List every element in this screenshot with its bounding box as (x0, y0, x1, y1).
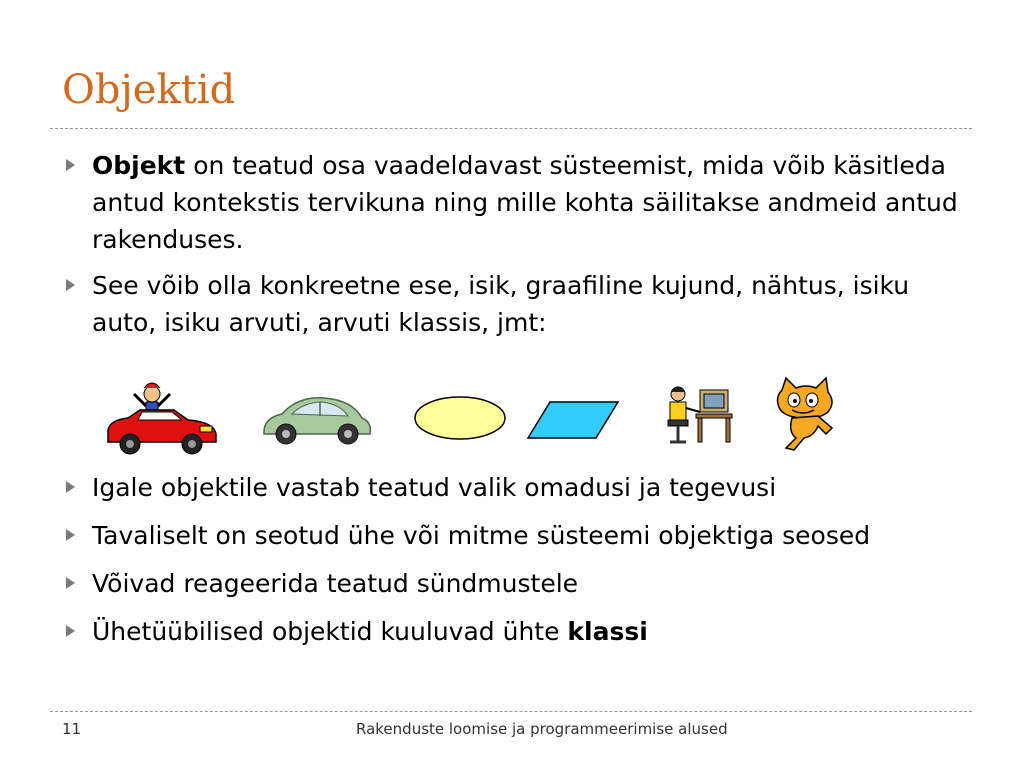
example-objects-row (0, 372, 1024, 462)
yellow-ellipse-icon (412, 394, 508, 442)
bullet-text: Võivad reageerida teatud sündmustele (92, 569, 579, 598)
bullet-bold-term: Objekt (92, 151, 186, 180)
bullet-arrow-icon (66, 529, 75, 541)
bullet-text: Igale objektile vastab teatud valik omadusi ja tegevusi (92, 473, 777, 502)
bullet-item (62, 565, 962, 602)
bullet-arrow-icon (66, 279, 75, 291)
footer-course-title: Rakenduste loomise ja programmeerimise alused (356, 720, 728, 738)
bullet-text: See võib olla konkreetne ese, isik, graafiline kujund, nähtus, isiku auto, isiku arvuti, arvuti klassis, jmt: (92, 271, 910, 337)
bullet-text: on teatud osa vaadeldavast süsteemist, mida võib käsitleda antud kontekstis tervikuna ning mille kohta säilitakse andmeid antud rakenduses. (92, 151, 958, 254)
bullet-list-lower (62, 469, 962, 661)
scratch-cat-icon (770, 376, 840, 452)
bullet-list-upper (62, 147, 962, 350)
bullet-item (62, 267, 962, 341)
footer-divider (50, 711, 972, 712)
bullet-text: Tavaliselt on seotud ühe või mitme süsteemi objektiga seosed (92, 521, 871, 550)
bullet-arrow-icon (66, 159, 75, 171)
bullet-bold-term: klassi (567, 617, 648, 646)
person-at-computer-icon (662, 382, 734, 448)
green-car-icon (258, 392, 376, 448)
title-divider (50, 128, 972, 129)
slide-title: Objektid (62, 67, 236, 113)
bullet-arrow-icon (66, 577, 75, 589)
bullet-arrow-icon (66, 625, 75, 637)
person-in-red-car-icon (104, 380, 220, 456)
bullet-item (62, 613, 962, 650)
bullet-item (62, 147, 962, 258)
bullet-item (62, 517, 962, 554)
cyan-parallelogram-icon (526, 400, 620, 440)
bullet-text: Ühetüübilised objektid kuuluvad ühte (92, 617, 568, 646)
page-number: 11 (62, 720, 82, 738)
bullet-item (62, 469, 962, 506)
bullet-arrow-icon (66, 481, 75, 493)
